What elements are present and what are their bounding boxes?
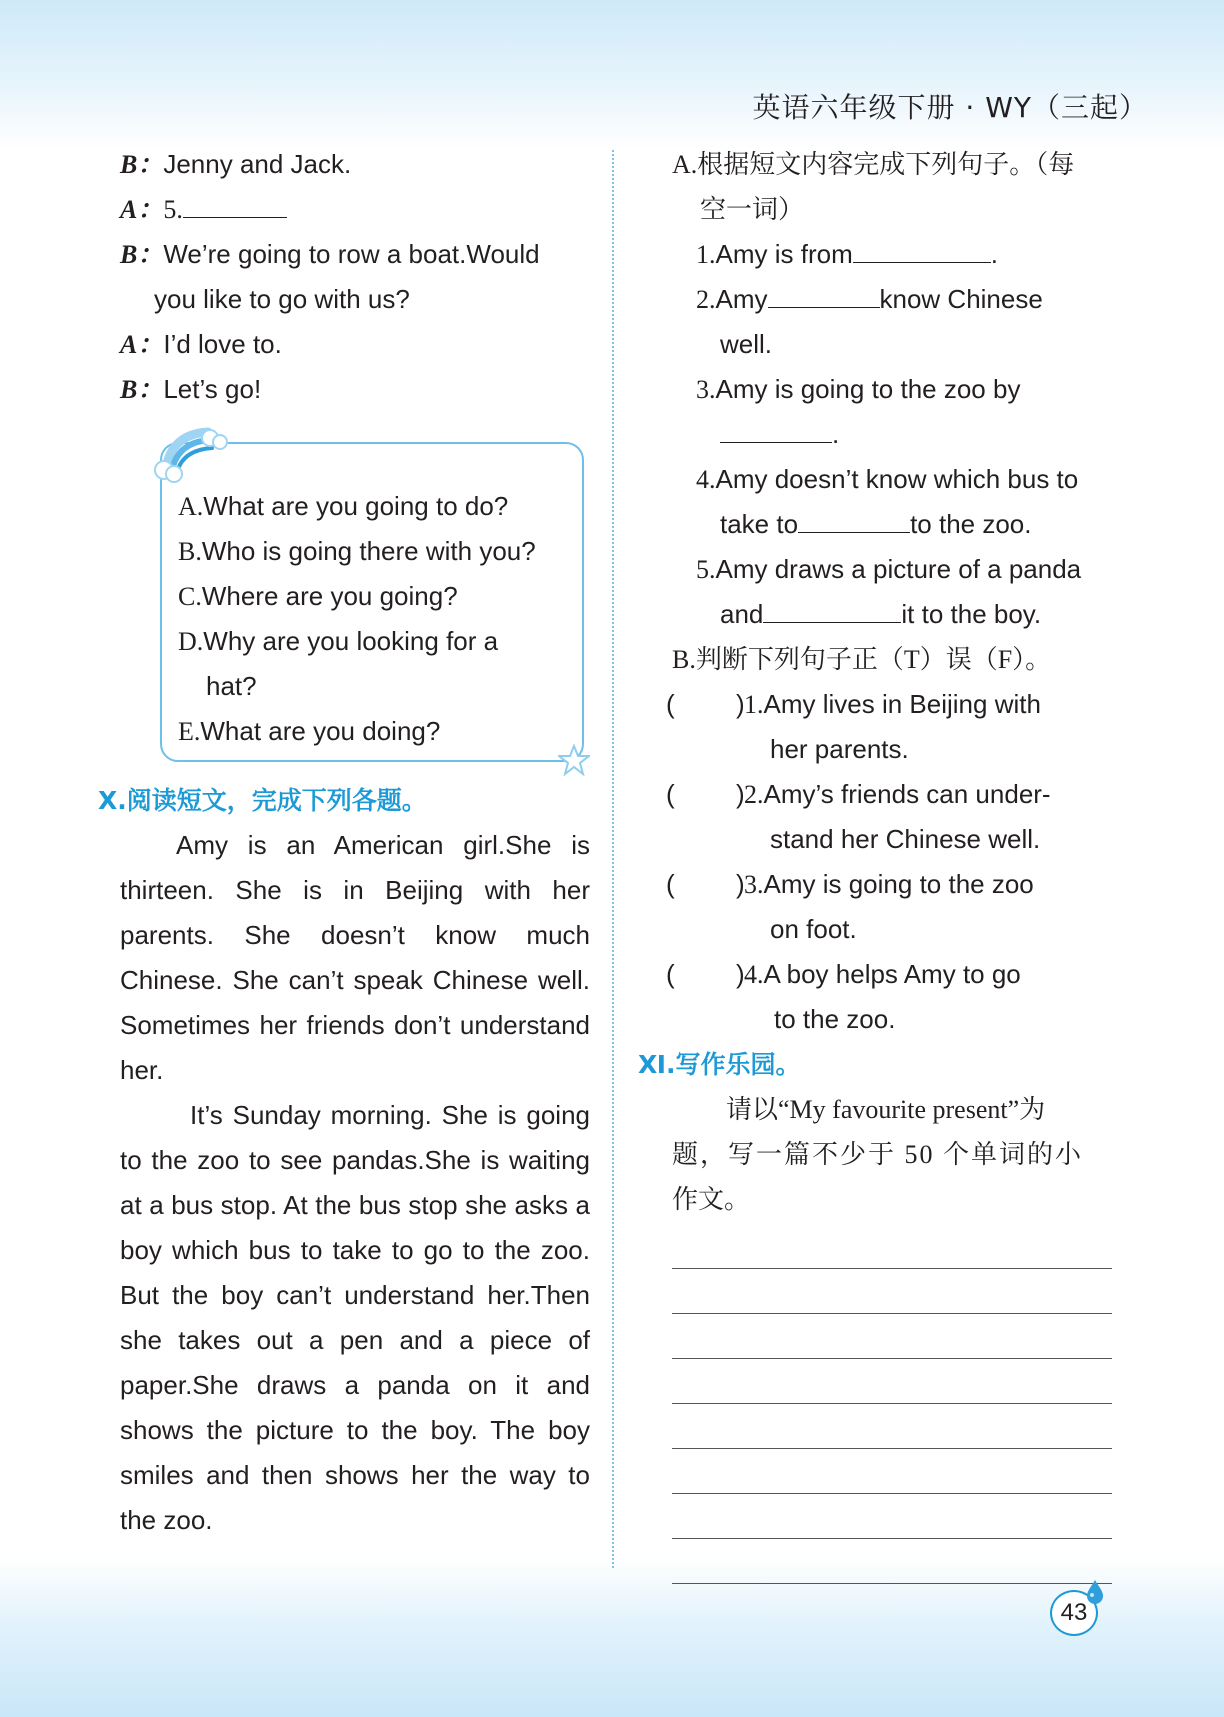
speaker-label: A：: [120, 330, 164, 359]
option-item: [178, 484, 582, 529]
true-false-item-cont: to the zoo.: [774, 1004, 896, 1034]
writing-prompt-cont: 作文。: [672, 1185, 751, 1214]
writing-area[interactable]: [672, 1224, 1112, 1584]
dialogue-text: I’d love to.: [163, 329, 282, 359]
question-item-cont: well.: [720, 329, 773, 359]
writing-prompt-cont: 题，写一篇不少于 50 个单词的小: [672, 1140, 1084, 1169]
question-number: 2.: [744, 780, 764, 809]
writing-line[interactable]: [672, 1449, 1112, 1494]
true-false-item: [640, 682, 1112, 727]
true-false-item: [640, 952, 1112, 997]
question-text: and: [720, 599, 764, 629]
writing-line[interactable]: [672, 1539, 1112, 1584]
writing-line[interactable]: [672, 1269, 1112, 1314]
answer-paren-open[interactable]: (: [666, 869, 675, 899]
question-number: 5.: [696, 555, 716, 584]
dialogue-text: We’re going to row a boat.Would: [163, 239, 540, 269]
answer-paren-close: ): [736, 959, 745, 989]
question-item: [696, 547, 1112, 592]
writing-line[interactable]: [672, 1224, 1112, 1269]
question-item: [696, 367, 1112, 412]
speaker-label: B：: [120, 375, 164, 404]
answer-blank[interactable]: [768, 278, 880, 308]
question-number: 3.: [744, 870, 764, 899]
true-false-item-cont: stand her Chinese well.: [770, 824, 1041, 854]
page-header-title: 英语六年级下册 · WY（三起）: [752, 91, 1148, 124]
question-item: [696, 277, 1112, 322]
option-letter: C.: [178, 582, 202, 611]
dialogue-line: [120, 232, 590, 277]
page-number-badge: [1048, 1582, 1104, 1638]
answer-paren-close: ): [736, 779, 745, 809]
option-text: What are you doing?: [200, 716, 441, 746]
option-letter: E.: [178, 717, 201, 746]
writing-line[interactable]: [672, 1359, 1112, 1404]
true-false-item-cont: on foot.: [770, 914, 857, 944]
speaker-label: B：: [120, 150, 164, 179]
question-item: [696, 457, 1112, 502]
dialogue-line-cont: you like to go with us?: [154, 284, 410, 314]
dialogue-line: [120, 367, 590, 412]
option-letter: A.: [178, 492, 204, 521]
dialogue-line: [120, 142, 590, 187]
speaker-label: A：: [120, 195, 164, 224]
question-item-cont: [720, 502, 1112, 547]
dialogue-line: [120, 187, 590, 232]
answer-paren-open[interactable]: (: [666, 689, 675, 719]
writing-line[interactable]: [672, 1404, 1112, 1449]
option-text: Why are you looking for a: [203, 626, 499, 656]
question-item-cont: [720, 412, 1112, 457]
section-10-heading: Ⅹ.阅读短文，完成下列各题。: [98, 786, 427, 815]
option-letter: D.: [178, 627, 204, 656]
question-number: 3.: [696, 375, 716, 404]
true-false-item-cont: her parents.: [770, 734, 909, 764]
question-text: Amy is going to the zoo: [763, 869, 1034, 899]
question-text: Amy draws a picture of a panda: [715, 554, 1082, 584]
question-text: Amy is from: [715, 239, 853, 269]
dialogue-text: Jenny and Jack.: [163, 149, 352, 179]
question-number: 2.: [696, 285, 716, 314]
blank-number: 5.: [163, 195, 183, 224]
question-text: take to: [720, 509, 799, 539]
option-letter: B.: [178, 537, 202, 566]
question-text: Amy’s friends can under-: [763, 779, 1051, 809]
question-text: .: [990, 239, 998, 269]
question-text: A boy helps Amy to go: [763, 959, 1021, 989]
section-11-heading: Ⅺ.写作乐园。: [638, 1050, 801, 1079]
question-item-cont: [720, 592, 1112, 637]
dialogue-text: Let’s go!: [163, 374, 262, 404]
water-drop-icon: [1084, 1578, 1106, 1604]
answer-blank[interactable]: [853, 233, 991, 263]
answer-paren-open[interactable]: (: [666, 959, 675, 989]
question-text: know Chinese: [879, 284, 1043, 314]
header-background: [0, 0, 1224, 150]
writing-prompt: 请以“My favourite present”为: [726, 1095, 1046, 1124]
part-b-instruction: B.判断下列句子正（T）误（F）。: [672, 645, 1052, 674]
left-column: [98, 142, 590, 1543]
answer-blank[interactable]: [798, 503, 910, 533]
part-a-instruction: A.根据短文内容完成下列句子。（每: [672, 150, 1075, 179]
right-column: [640, 142, 1112, 1584]
option-item: [178, 709, 582, 754]
answer-paren-close: ): [736, 869, 745, 899]
part-a-instruction-cont: 空一词）: [700, 195, 805, 224]
answer-paren-close: ): [736, 689, 745, 719]
true-false-item: [640, 862, 1112, 907]
reading-paragraph-1: Amy is an American girl.She is thirteen. She is in Beijing with her parents. She doesn’t know much Chinese. She can’t speak Chinese well. Sometimes her friends don’t understand her.: [120, 830, 590, 1085]
question-text: Amy: [715, 284, 768, 314]
option-item-cont: hat?: [206, 671, 257, 701]
option-text: What are you going to do?: [203, 491, 509, 521]
question-text: Amy lives in Beijing with: [763, 689, 1041, 719]
question-number: 1.: [744, 690, 764, 719]
question-number: 1.: [696, 240, 716, 269]
reading-paragraph-2: It’s Sunday morning. She is going to the zoo to see pandas.She is waiting at a bus stop. At the bus stop she asks a boy which bus to take to go to the zoo. But the boy can’t understand her.Then she takes out a pen and a piece of paper.She draws a panda on it and shows the picture to the boy. The boy smiles and then shows her the way to the zoo.: [120, 1100, 590, 1535]
question-number: 4.: [744, 960, 764, 989]
option-item: [178, 619, 582, 664]
option-item: [178, 529, 582, 574]
answer-paren-open[interactable]: (: [666, 779, 675, 809]
options-box: [160, 442, 584, 762]
column-divider: [612, 150, 614, 1568]
question-text: to the zoo.: [910, 509, 1032, 539]
question-item: [696, 232, 1112, 277]
question-number: 4.: [696, 465, 716, 494]
star-icon: [558, 744, 590, 776]
question-text: Amy is going to the zoo by: [715, 374, 1021, 404]
option-text: Who is going there with you?: [201, 536, 536, 566]
option-item: [178, 574, 582, 619]
option-text: Where are you going?: [201, 581, 458, 611]
dialogue-line: [120, 322, 590, 367]
answer-blank[interactable]: [763, 593, 901, 623]
answer-blank[interactable]: [720, 413, 832, 443]
writing-line[interactable]: [672, 1494, 1112, 1539]
page-number: 43: [1050, 1590, 1098, 1636]
answer-blank-5[interactable]: [183, 188, 287, 218]
speaker-label: B：: [120, 240, 164, 269]
writing-line[interactable]: [672, 1314, 1112, 1359]
question-text: it to the boy.: [901, 599, 1042, 629]
question-text: .: [832, 419, 840, 449]
question-text: Amy doesn’t know which bus to: [715, 464, 1079, 494]
rainbow-cloud-icon: [152, 424, 230, 486]
true-false-item: [640, 772, 1112, 817]
